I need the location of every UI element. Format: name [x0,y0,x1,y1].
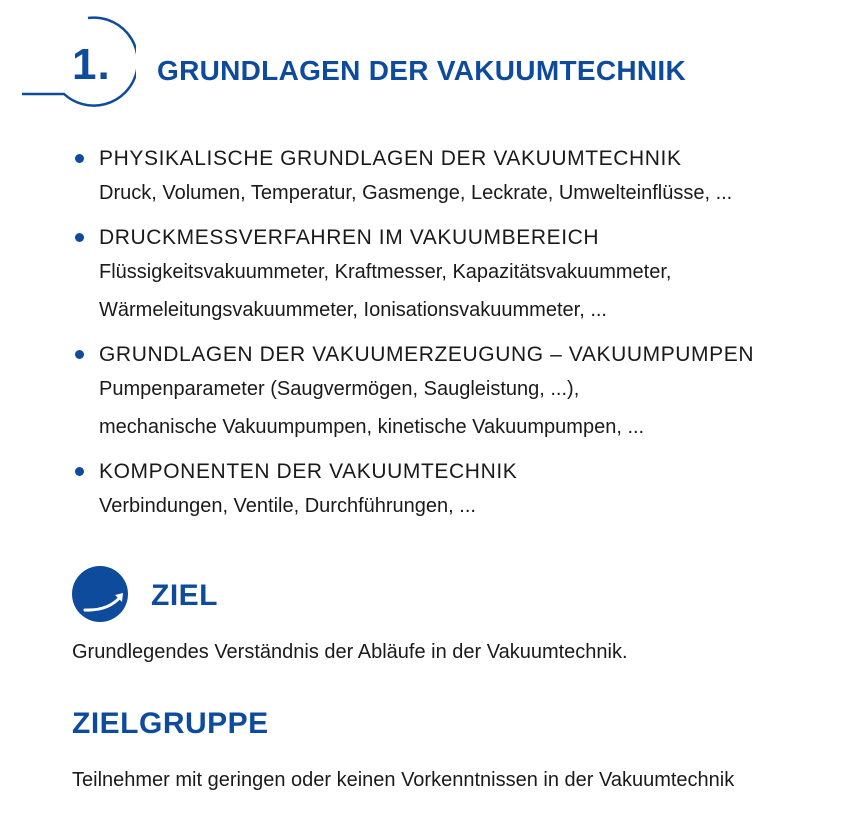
section-title: GRUNDLAGEN DER VAKUUMTECHNIK [157,55,686,86]
topic-heading: KOMPONENTEN DER VAKUUMTECHNIK [99,460,518,483]
topic-item [70,222,850,329]
topic-item [70,456,850,525]
bullet-icon [75,467,84,476]
section-number: 1. [72,40,111,89]
topic-description: Flüssigkeitsvakuummeter, Kraftmesser, Kapazitätsvakuummeter, [99,261,672,283]
topic-description: Pumpenparameter (Saugvermögen, Saugleistung, ...), [99,378,580,400]
topic-item [70,339,850,446]
goal-text: Grundlegendes Verständnis der Abläufe in der Vakuumtechnik. [72,641,628,663]
topic-description: Verbindungen, Ventile, Durchführungen, ... [99,495,476,517]
audience-title: ZIELGRUPPE [72,707,269,740]
bullet-icon [75,350,84,359]
bullet-icon [75,233,84,242]
topic-heading: PHYSIKALISCHE GRUNDLAGEN DER VAKUUMTECHNIK [99,147,682,170]
topic-heading: DRUCKMESSVERFAHREN IM VAKUUMBEREICH [99,226,600,249]
topic-description: Druck, Volumen, Temperatur, Gasmenge, Leckrate, Umwelteinflüsse, ... [99,182,733,204]
topic-description: mechanische Vakuumpumpen, kinetische Vakuumpumpen, ... [99,416,645,438]
topic-item [70,143,850,212]
goal-title: ZIEL [151,579,218,612]
bullet-icon [75,154,84,163]
audience-text: Teilnehmer mit geringen oder keinen Vorkenntnissen in der Vakuumtechnik [72,769,735,791]
target-arrow-icon [71,565,129,623]
topic-description: Wärmeleitungsvakuummeter, Ionisationsvakuummeter, ... [99,299,607,321]
topic-list [70,143,850,535]
topic-heading: GRUNDLAGEN DER VAKUUMERZEUGUNG – VAKUUMPUMPEN [99,343,755,366]
